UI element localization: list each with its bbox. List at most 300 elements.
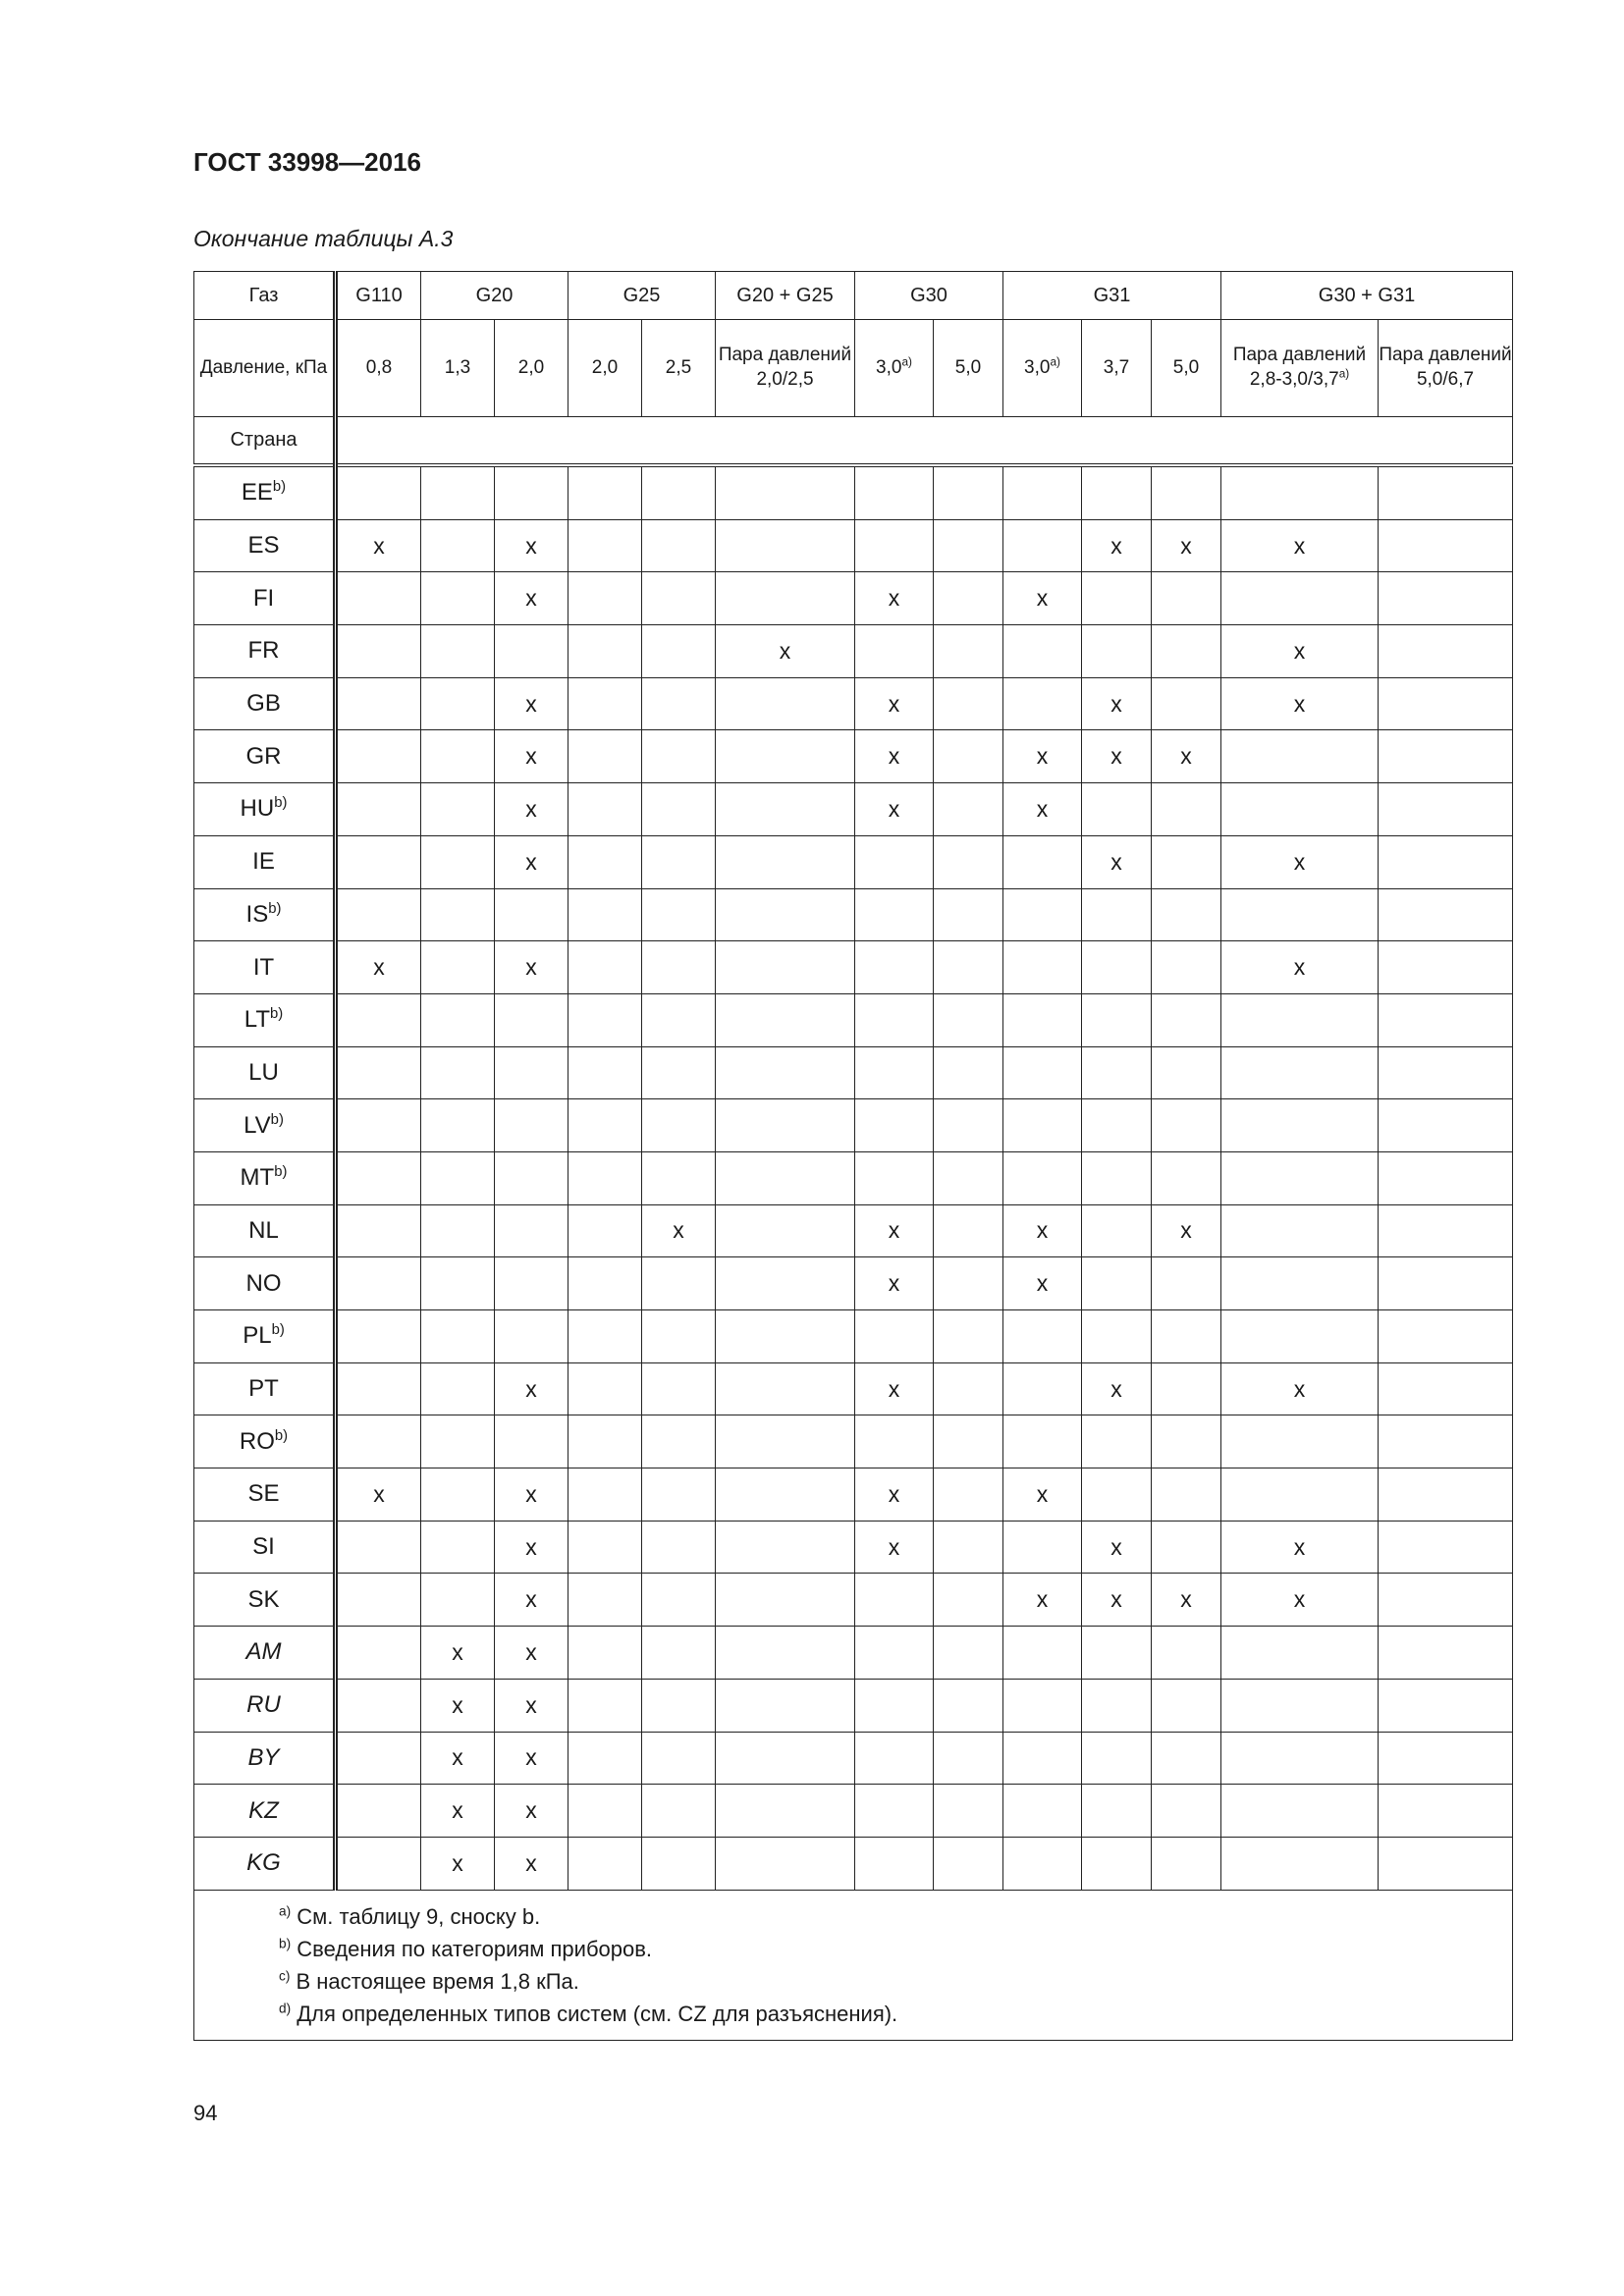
pressure-value: 0,8 xyxy=(365,356,393,378)
mark-cell xyxy=(642,1415,716,1468)
pressure-value: Пара давлений 2,0/2,5 xyxy=(718,345,852,390)
mark-cell xyxy=(421,993,495,1046)
mark-cell xyxy=(1082,1468,1152,1522)
mark-cell xyxy=(421,1151,495,1204)
mark-cell xyxy=(934,677,1003,730)
mark-cell xyxy=(642,1099,716,1152)
mark-cell xyxy=(855,1151,934,1204)
mark-cell xyxy=(642,572,716,625)
mark-cell xyxy=(934,1785,1003,1838)
mark-cell xyxy=(336,1204,421,1257)
mark-cell xyxy=(1082,465,1152,519)
mark-cell xyxy=(855,1046,934,1099)
gas-group-header: G30 xyxy=(855,272,1003,320)
mark-cell xyxy=(716,783,855,836)
pressure-value: 2,0 xyxy=(591,356,619,378)
mark-cell xyxy=(495,993,568,1046)
mark-cell xyxy=(1082,783,1152,836)
mark-cell xyxy=(568,625,642,678)
mark-cell: x xyxy=(1082,1362,1152,1415)
mark-cell xyxy=(642,783,716,836)
pressure-cell xyxy=(1221,320,1379,417)
mark-cell xyxy=(716,888,855,941)
mark-cell xyxy=(1221,730,1379,783)
mark-cell xyxy=(1082,1732,1152,1785)
mark-cell xyxy=(421,625,495,678)
mark-cell xyxy=(934,993,1003,1046)
mark-cell: x xyxy=(1003,1257,1082,1310)
mark-cell: x xyxy=(421,1785,495,1838)
mark-cell xyxy=(642,941,716,994)
footnote-text: В настоящее время 1,8 кПа. xyxy=(296,1968,579,1994)
mark-cell xyxy=(568,1679,642,1732)
mark-cell xyxy=(1379,1627,1513,1680)
mark-cell: x xyxy=(1221,1362,1379,1415)
table-row xyxy=(194,941,1513,994)
pressure-value: 2,0 xyxy=(517,356,545,378)
mark-cell xyxy=(1003,941,1082,994)
country-code: EE xyxy=(241,479,273,507)
country-footnote-mark: b) xyxy=(268,900,282,917)
mark-cell xyxy=(336,625,421,678)
page-number: 94 xyxy=(193,2101,218,2125)
table-row xyxy=(194,1046,1513,1099)
footnote-text: См. таблицу 9, сноску b. xyxy=(297,1903,541,1929)
mark-cell: x xyxy=(421,1679,495,1732)
pressure-value: 2,5 xyxy=(665,356,692,378)
mark-cell xyxy=(568,1627,642,1680)
mark-cell xyxy=(934,465,1003,519)
mark-cell xyxy=(1003,677,1082,730)
country-cell xyxy=(194,1732,336,1785)
mark-cell xyxy=(421,1521,495,1574)
footnotes-row xyxy=(194,1890,1513,2040)
table-row xyxy=(194,572,1513,625)
mark-cell xyxy=(1003,1310,1082,1363)
pressure-value: Пара давлений 2,8-3,0/3,7 xyxy=(1232,345,1367,390)
mark-cell xyxy=(716,1468,855,1522)
footnotes xyxy=(194,1890,1513,2040)
mark-cell xyxy=(1003,625,1082,678)
mark-cell xyxy=(1003,1785,1082,1838)
mark-cell xyxy=(855,625,934,678)
table-row xyxy=(194,1310,1513,1363)
mark-cell xyxy=(1003,993,1082,1046)
mark-cell xyxy=(1152,677,1221,730)
mark-cell xyxy=(568,1362,642,1415)
mark-cell xyxy=(495,1046,568,1099)
mark-cell xyxy=(1082,1837,1152,1890)
mark-cell: x xyxy=(1082,519,1152,572)
mark-cell xyxy=(716,1415,855,1468)
mark-cell xyxy=(1003,1732,1082,1785)
mark-cell xyxy=(495,1151,568,1204)
mark-cell xyxy=(934,1732,1003,1785)
country-code: RU xyxy=(246,1691,281,1719)
mark-cell: x xyxy=(855,1521,934,1574)
mark-cell xyxy=(568,1785,642,1838)
mark-cell xyxy=(642,1257,716,1310)
pressure-cell xyxy=(934,320,1003,417)
mark-cell xyxy=(716,1099,855,1152)
table-row xyxy=(194,1732,1513,1785)
mark-cell: x xyxy=(1152,519,1221,572)
mark-cell xyxy=(1152,1257,1221,1310)
mark-cell: x xyxy=(1082,835,1152,888)
mark-cell xyxy=(495,1099,568,1152)
mark-cell xyxy=(716,1151,855,1204)
country-code: SE xyxy=(247,1480,280,1508)
mark-cell xyxy=(1221,1257,1379,1310)
mark-cell xyxy=(642,625,716,678)
pressure-cell xyxy=(568,320,642,417)
mark-cell xyxy=(855,1627,934,1680)
table-row xyxy=(194,1837,1513,1890)
mark-cell xyxy=(642,1785,716,1838)
mark-cell xyxy=(336,572,421,625)
country-code: HU xyxy=(240,795,275,823)
country-cell xyxy=(194,1415,336,1468)
mark-cell xyxy=(1152,625,1221,678)
mark-cell xyxy=(1152,1679,1221,1732)
country-footnote-mark: b) xyxy=(274,1164,288,1181)
mark-cell xyxy=(1003,888,1082,941)
country-cell xyxy=(194,888,336,941)
country-code: KG xyxy=(246,1849,281,1877)
mark-cell xyxy=(934,519,1003,572)
gas-group-header: G110 xyxy=(336,272,421,320)
country-footnote-mark: b) xyxy=(270,1006,284,1023)
pressure-value: 3,0 xyxy=(876,356,902,378)
table-row xyxy=(194,1679,1513,1732)
mark-cell xyxy=(1379,835,1513,888)
mark-cell xyxy=(1379,1151,1513,1204)
mark-cell xyxy=(568,993,642,1046)
mark-cell xyxy=(642,1574,716,1627)
mark-cell xyxy=(1003,1151,1082,1204)
mark-cell xyxy=(336,1099,421,1152)
mark-cell: x xyxy=(495,1574,568,1627)
mark-cell xyxy=(336,1732,421,1785)
mark-cell xyxy=(1003,1521,1082,1574)
mark-cell xyxy=(1379,1257,1513,1310)
country-cell xyxy=(194,1204,336,1257)
mark-cell xyxy=(336,1151,421,1204)
mark-cell xyxy=(934,1679,1003,1732)
mark-cell xyxy=(568,835,642,888)
mark-cell xyxy=(1379,1468,1513,1522)
mark-cell xyxy=(716,465,855,519)
mark-cell: x xyxy=(1082,1521,1152,1574)
mark-cell xyxy=(568,1257,642,1310)
mark-cell xyxy=(855,1732,934,1785)
mark-cell: x xyxy=(336,941,421,994)
country-cell xyxy=(194,519,336,572)
mark-cell xyxy=(1152,1046,1221,1099)
mark-cell xyxy=(421,677,495,730)
mark-cell xyxy=(1221,465,1379,519)
country-cell xyxy=(194,783,336,836)
country-cell xyxy=(194,1257,336,1310)
mark-cell: x xyxy=(1221,1521,1379,1574)
country-code: NO xyxy=(245,1269,282,1297)
mark-cell xyxy=(336,1046,421,1099)
mark-cell xyxy=(934,888,1003,941)
mark-cell xyxy=(934,1151,1003,1204)
mark-cell xyxy=(716,835,855,888)
mark-cell xyxy=(1082,941,1152,994)
mark-cell: x xyxy=(1003,783,1082,836)
mark-cell xyxy=(1003,1679,1082,1732)
pressure-footnote-mark: a) xyxy=(1050,355,1060,369)
footnote xyxy=(279,1900,1512,1933)
mark-cell xyxy=(934,730,1003,783)
mark-cell: x xyxy=(1221,677,1379,730)
country-code: LU xyxy=(248,1058,279,1086)
pressure-value: 3,7 xyxy=(1103,356,1130,378)
mark-cell xyxy=(336,1837,421,1890)
mark-cell xyxy=(642,1837,716,1890)
mark-cell xyxy=(1082,1627,1152,1680)
mark-cell xyxy=(1082,572,1152,625)
mark-cell xyxy=(855,1837,934,1890)
mark-cell xyxy=(642,1679,716,1732)
mark-cell: x xyxy=(495,1362,568,1415)
mark-cell xyxy=(1152,1362,1221,1415)
mark-cell: x xyxy=(421,1627,495,1680)
pressure-value: 5,0 xyxy=(954,356,982,378)
mark-cell xyxy=(336,888,421,941)
mark-cell xyxy=(495,625,568,678)
mark-cell xyxy=(855,941,934,994)
mark-cell xyxy=(336,1679,421,1732)
mark-cell xyxy=(642,1627,716,1680)
mark-cell xyxy=(336,1627,421,1680)
mark-cell xyxy=(934,941,1003,994)
mark-cell xyxy=(855,1785,934,1838)
country-cell xyxy=(194,1679,336,1732)
mark-cell xyxy=(934,572,1003,625)
mark-cell xyxy=(336,1257,421,1310)
mark-cell xyxy=(1221,888,1379,941)
mark-cell xyxy=(1152,1151,1221,1204)
country-cell xyxy=(194,1468,336,1522)
mark-cell xyxy=(934,1046,1003,1099)
pressure-label: Давление, кПа xyxy=(194,320,336,417)
mark-cell xyxy=(1003,1046,1082,1099)
mark-cell xyxy=(421,888,495,941)
mark-cell xyxy=(421,1468,495,1522)
pressure-cell xyxy=(1082,320,1152,417)
table-row xyxy=(194,1362,1513,1415)
mark-cell xyxy=(934,1627,1003,1680)
document-header: ГОСТ 33998—2016 xyxy=(193,147,421,177)
country-header-row xyxy=(194,417,1513,466)
mark-cell xyxy=(495,1415,568,1468)
table-row xyxy=(194,625,1513,678)
mark-cell xyxy=(568,1468,642,1522)
mark-cell xyxy=(642,1732,716,1785)
mark-cell xyxy=(1152,1627,1221,1680)
mark-cell xyxy=(1152,941,1221,994)
mark-cell xyxy=(1379,888,1513,941)
mark-cell xyxy=(568,1151,642,1204)
mark-cell xyxy=(421,1415,495,1468)
country-cell xyxy=(194,1151,336,1204)
mark-cell xyxy=(1221,1415,1379,1468)
mark-cell xyxy=(336,1362,421,1415)
country-code: LV xyxy=(244,1111,271,1139)
mark-cell xyxy=(1379,1415,1513,1468)
mark-cell xyxy=(495,1204,568,1257)
mark-cell xyxy=(336,993,421,1046)
mark-cell xyxy=(1152,1837,1221,1890)
table-row xyxy=(194,993,1513,1046)
pressure-footnote-mark: a) xyxy=(901,355,912,369)
mark-cell: x xyxy=(1152,1574,1221,1627)
mark-cell xyxy=(934,1574,1003,1627)
mark-cell xyxy=(934,1204,1003,1257)
country-cell xyxy=(194,835,336,888)
mark-cell xyxy=(568,1310,642,1363)
mark-cell xyxy=(934,1837,1003,1890)
mark-cell xyxy=(855,465,934,519)
country-cell xyxy=(194,1627,336,1680)
country-code: ES xyxy=(247,532,280,560)
mark-cell xyxy=(1221,572,1379,625)
mark-cell xyxy=(1003,519,1082,572)
table-row xyxy=(194,1627,1513,1680)
mark-cell xyxy=(1152,1099,1221,1152)
pressure-cell xyxy=(855,320,934,417)
mark-cell xyxy=(1003,1837,1082,1890)
table-row xyxy=(194,1521,1513,1574)
country-code: SI xyxy=(252,1533,275,1561)
mark-cell xyxy=(1003,1099,1082,1152)
footnote-mark: a) xyxy=(279,1903,292,1919)
mark-cell: x xyxy=(495,1627,568,1680)
table-row xyxy=(194,1415,1513,1468)
table-row xyxy=(194,783,1513,836)
country-footnote-mark: b) xyxy=(271,1322,285,1339)
mark-cell: x xyxy=(855,572,934,625)
country-cell xyxy=(194,1521,336,1574)
mark-cell xyxy=(568,572,642,625)
pressure-cell xyxy=(716,320,855,417)
table-caption: Окончание таблицы А.3 xyxy=(193,226,454,251)
mark-cell xyxy=(934,1362,1003,1415)
table-row xyxy=(194,835,1513,888)
mark-cell xyxy=(1221,1732,1379,1785)
mark-cell: x xyxy=(495,835,568,888)
mark-cell xyxy=(855,1099,934,1152)
mark-cell xyxy=(1082,1151,1152,1204)
mark-cell: x xyxy=(495,1521,568,1574)
mark-cell: x xyxy=(495,1785,568,1838)
mark-cell xyxy=(1152,835,1221,888)
pressure-header-row xyxy=(194,320,1513,417)
mark-cell xyxy=(1379,1362,1513,1415)
country-cell xyxy=(194,465,336,519)
mark-cell xyxy=(336,835,421,888)
mark-cell xyxy=(568,1837,642,1890)
mark-cell xyxy=(1221,783,1379,836)
mark-cell xyxy=(1379,465,1513,519)
pressure-cell xyxy=(1003,320,1082,417)
table-row xyxy=(194,1468,1513,1522)
mark-cell xyxy=(421,1204,495,1257)
country-code: PT xyxy=(248,1375,279,1403)
mark-cell xyxy=(495,888,568,941)
table-row xyxy=(194,888,1513,941)
mark-cell xyxy=(421,783,495,836)
mark-cell xyxy=(716,1785,855,1838)
mark-cell xyxy=(421,1046,495,1099)
country-code: FI xyxy=(252,584,275,612)
mark-cell xyxy=(568,783,642,836)
country-cell xyxy=(194,730,336,783)
mark-cell xyxy=(1003,465,1082,519)
mark-cell xyxy=(855,993,934,1046)
mark-cell xyxy=(716,519,855,572)
mark-cell xyxy=(1379,1310,1513,1363)
mark-cell xyxy=(1152,993,1221,1046)
footnote-mark: c) xyxy=(279,1968,291,1984)
mark-cell: x xyxy=(642,1204,716,1257)
mark-cell xyxy=(1379,1732,1513,1785)
mark-cell xyxy=(1003,835,1082,888)
mark-cell xyxy=(1379,783,1513,836)
country-cell xyxy=(194,1785,336,1838)
mark-cell: x xyxy=(855,1257,934,1310)
gas-group-header: G30 + G31 xyxy=(1221,272,1513,320)
pressure-value: 5,0 xyxy=(1172,356,1200,378)
mark-cell xyxy=(568,1732,642,1785)
mark-cell xyxy=(716,1204,855,1257)
mark-cell xyxy=(1221,1310,1379,1363)
mark-cell: x xyxy=(855,783,934,836)
mark-cell xyxy=(1379,1046,1513,1099)
mark-cell xyxy=(568,1204,642,1257)
mark-cell xyxy=(336,1310,421,1363)
country-footnote-mark: b) xyxy=(274,1427,289,1444)
mark-cell xyxy=(568,1099,642,1152)
mark-cell xyxy=(1221,993,1379,1046)
mark-cell xyxy=(642,730,716,783)
country-cell xyxy=(194,1837,336,1890)
mark-cell: x xyxy=(495,677,568,730)
mark-cell xyxy=(1082,1099,1152,1152)
mark-cell: x xyxy=(1003,730,1082,783)
table-row xyxy=(194,1204,1513,1257)
pressure-value: 3,0 xyxy=(1024,356,1051,378)
mark-cell xyxy=(716,1679,855,1732)
mark-cell: x xyxy=(855,1362,934,1415)
mark-cell xyxy=(1379,941,1513,994)
mark-cell xyxy=(568,1046,642,1099)
mark-cell xyxy=(642,519,716,572)
country-cell xyxy=(194,1310,336,1363)
mark-cell xyxy=(716,993,855,1046)
mark-cell xyxy=(568,1415,642,1468)
table-row xyxy=(194,1574,1513,1627)
mark-cell xyxy=(1221,1679,1379,1732)
mark-cell: x xyxy=(855,677,934,730)
mark-cell xyxy=(642,677,716,730)
mark-cell xyxy=(421,730,495,783)
mark-cell xyxy=(934,835,1003,888)
mark-cell xyxy=(855,1310,934,1363)
